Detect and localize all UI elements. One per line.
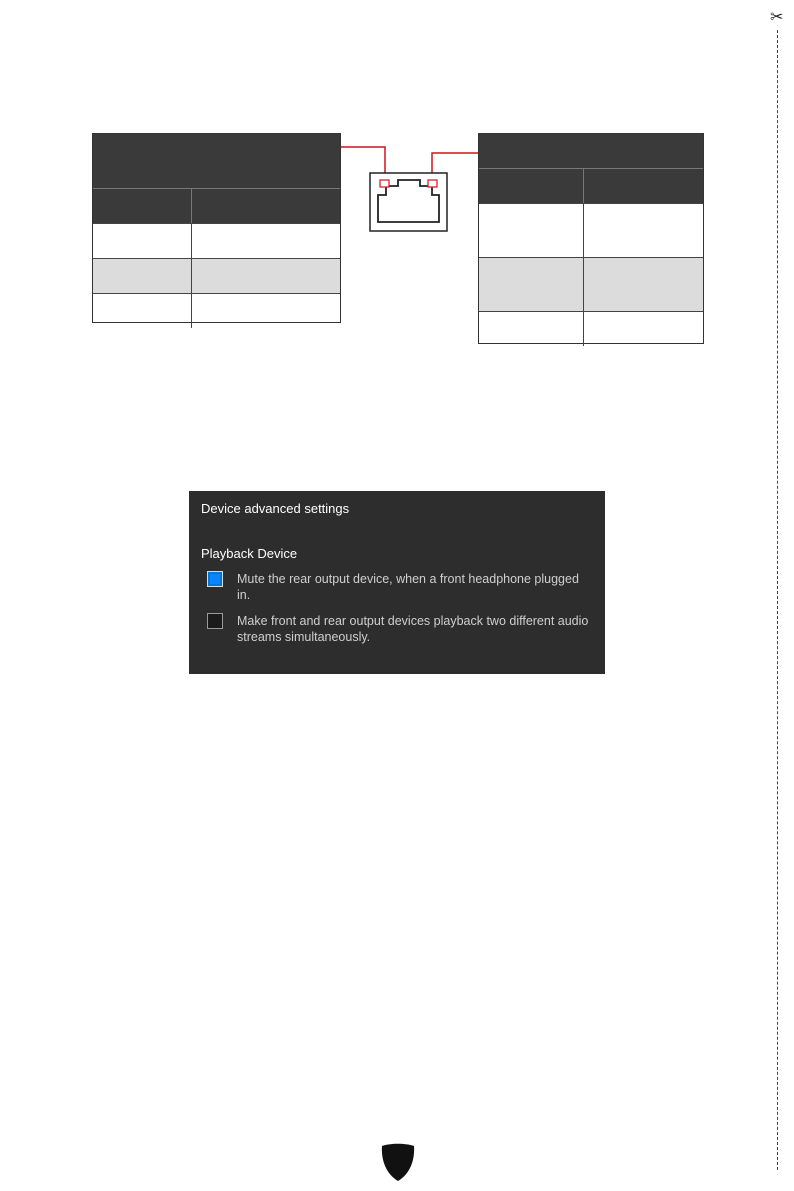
- table-row: [93, 223, 340, 258]
- table-cell: [192, 224, 340, 258]
- table-cell: [479, 312, 584, 346]
- left-led-table: [92, 133, 341, 323]
- two-streams-option[interactable]: [201, 613, 593, 645]
- table-row: [479, 203, 703, 257]
- two-streams-checkbox[interactable]: [207, 613, 223, 629]
- table-cell: [584, 204, 703, 257]
- table-cell: [479, 258, 584, 311]
- table-row: [479, 311, 703, 346]
- mute-rear-label[interactable]: Mute the rear output device, when a front headphone plugged in.: [237, 572, 579, 602]
- table-cell: [93, 224, 192, 258]
- table-row: [479, 257, 703, 311]
- table-cell: [479, 204, 584, 257]
- mute-rear-option[interactable]: [201, 571, 593, 603]
- panel-title: Device advanced settings: [201, 501, 350, 516]
- table-cell: [192, 294, 340, 328]
- lan-port-icon: [340, 140, 480, 240]
- cut-line: [777, 30, 778, 1170]
- table-row: [93, 293, 340, 328]
- left-table-title: [93, 134, 340, 188]
- table-cell: [93, 294, 192, 328]
- table-cell: [192, 259, 340, 293]
- left-table-header-cell: [192, 189, 340, 223]
- left-led: [380, 180, 389, 187]
- left-table-header-cell: [93, 189, 192, 223]
- mute-rear-checkbox[interactable]: [207, 571, 223, 587]
- right-table-title: [479, 134, 703, 168]
- device-advanced-settings-panel: [189, 491, 605, 674]
- table-row: [93, 258, 340, 293]
- right-led: [428, 180, 437, 187]
- table-cell: [584, 258, 703, 311]
- section-title: Playback Device: [201, 546, 298, 561]
- msi-shield-logo-icon: [379, 1140, 417, 1182]
- table-cell: [93, 259, 192, 293]
- right-table-header-cell: [479, 169, 584, 203]
- right-led-table: [478, 133, 704, 344]
- scissors-icon: ✂: [770, 9, 784, 26]
- right-table-header-cell: [584, 169, 703, 203]
- right-table-header: [479, 168, 703, 203]
- left-table-header: [93, 188, 340, 223]
- table-cell: [584, 312, 703, 346]
- two-streams-label[interactable]: Make front and rear output devices playback two different audio streams simultaneously.: [237, 614, 589, 644]
